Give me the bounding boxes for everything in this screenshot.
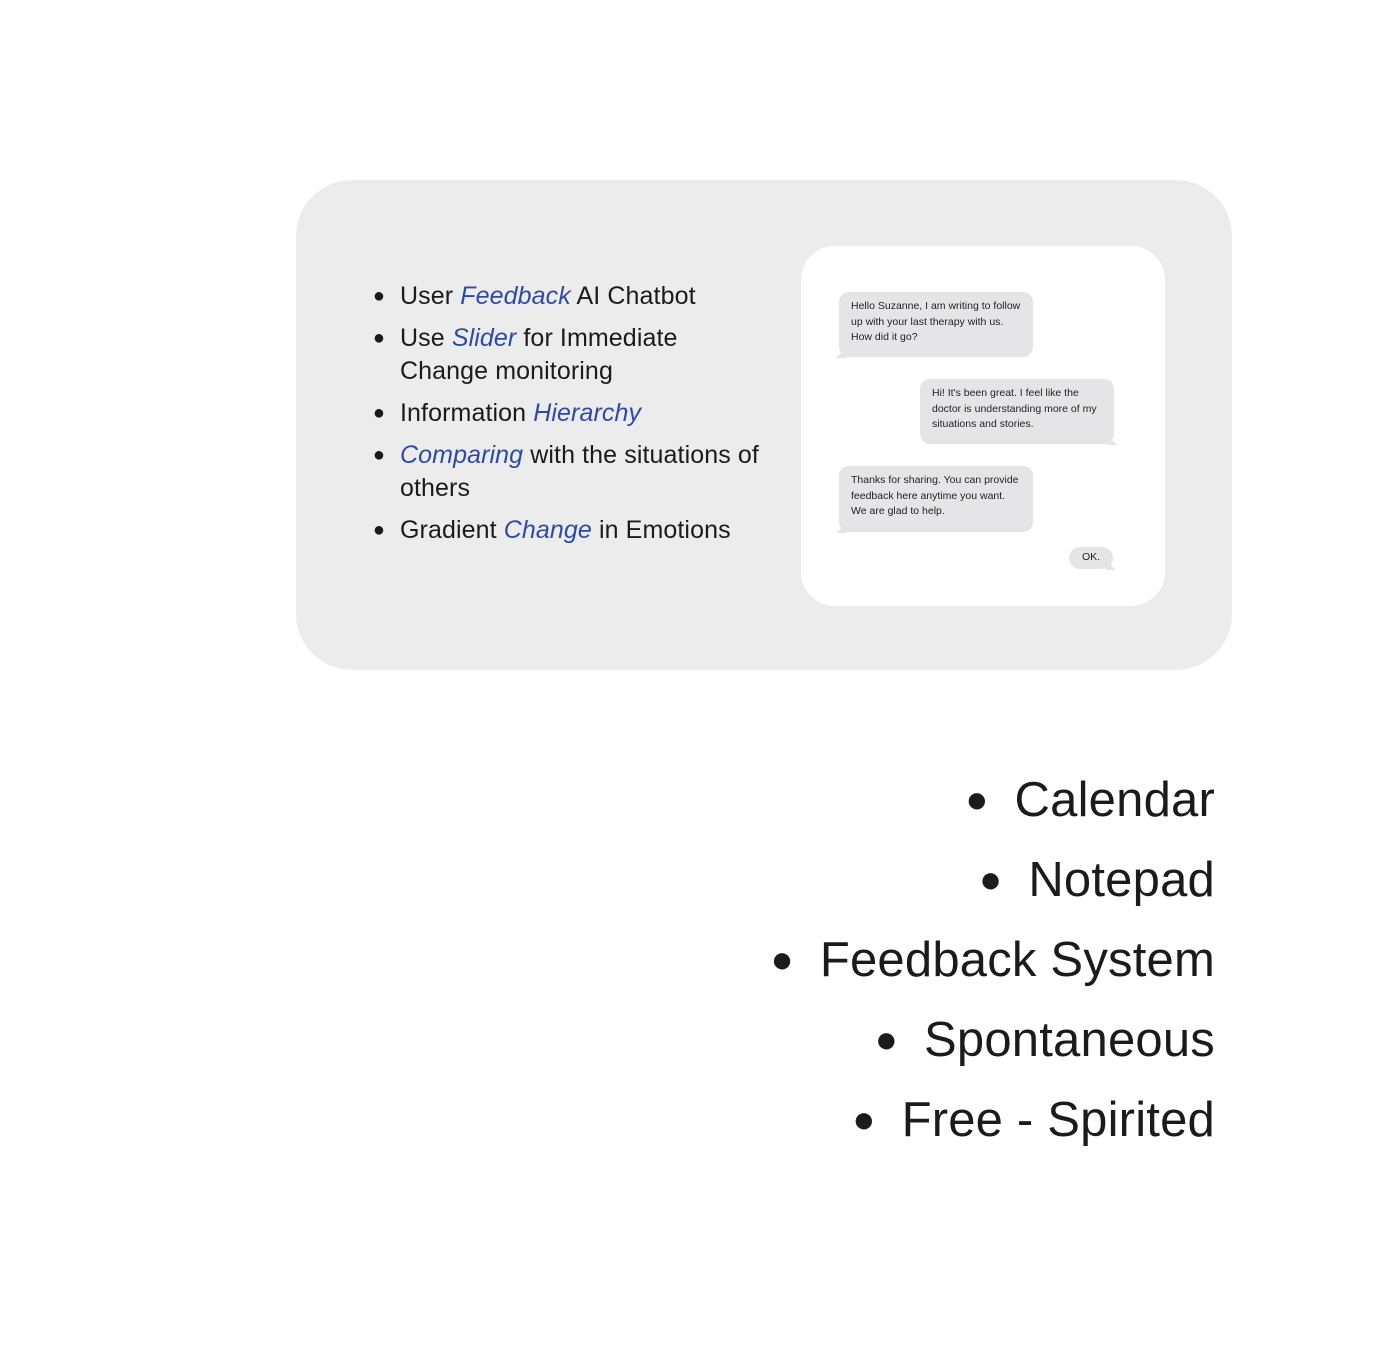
bullet-icon: ● [874,1019,898,1061]
feature-text: with the situations of others [400,441,759,502]
feature-highlight: Slider [451,324,517,352]
trait-label: Spontaneous [923,1013,1215,1067]
bullet-icon: ● [852,1099,876,1141]
chat-bubble-bot [839,466,1033,532]
bubble-tail [1107,435,1117,445]
bullet-icon: ● [770,939,794,981]
feature-highlight: Feedback [460,282,571,310]
trait-label: Free - Spirited [901,1093,1215,1147]
trait-item [771,1000,1215,1080]
feature-item [372,439,762,505]
trait-item [771,760,1215,840]
chat-bubble-bot [839,292,1033,357]
chat-message-text: Hello Suzanne, I am writing to follow up with your last therapy with us. How did it go? [851,300,1021,343]
bubble-tail [836,523,846,533]
feature-highlight: Change [503,516,592,544]
bullet-icon: ● [372,285,386,307]
chat-panel [801,246,1165,606]
bubble-tail [836,348,846,358]
trait-label: Feedback System [819,933,1215,987]
bullet-icon: ● [979,859,1003,901]
trait-label: Calendar [1014,773,1215,827]
feature-highlight: Comparing [400,441,524,469]
chat-message-text: Thanks for sharing. You can provide feedback here anytime you want. We are glad to help. [851,474,1019,517]
trait-item [771,920,1215,1000]
feature-text: in Emotions [591,516,731,544]
feature-text: for Immediate Change monitoring [400,324,678,385]
trait-item [771,840,1215,920]
feature-text: User [400,282,461,310]
bubble-tail [1106,560,1116,570]
feature-text: Information [400,399,534,427]
feature-list [372,280,762,556]
bullet-icon: ● [372,402,386,424]
chat-bubble-user [920,379,1114,444]
chat-bubble-user [1069,547,1113,569]
feature-text: Gradient [400,516,504,544]
feature-text: Use [400,324,452,352]
feature-item [372,397,762,430]
feature-highlight: Hierarchy [533,399,642,427]
feature-item [372,280,762,313]
feature-text: AI Chatbot [570,282,696,310]
bullet-icon: ● [965,779,989,821]
trait-label: Notepad [1028,853,1215,907]
bullet-icon: ● [372,519,386,541]
bullet-icon: ● [372,444,386,466]
bullet-icon: ● [372,327,386,349]
trait-list [771,760,1215,1160]
feature-item [372,514,762,547]
chat-message-text: Hi! It's been great. I feel like the doctor is understanding more of my situations and stories. [932,387,1097,430]
trait-item [771,1080,1215,1160]
feature-item [372,322,762,388]
chat-message-text: OK. [1081,551,1101,563]
